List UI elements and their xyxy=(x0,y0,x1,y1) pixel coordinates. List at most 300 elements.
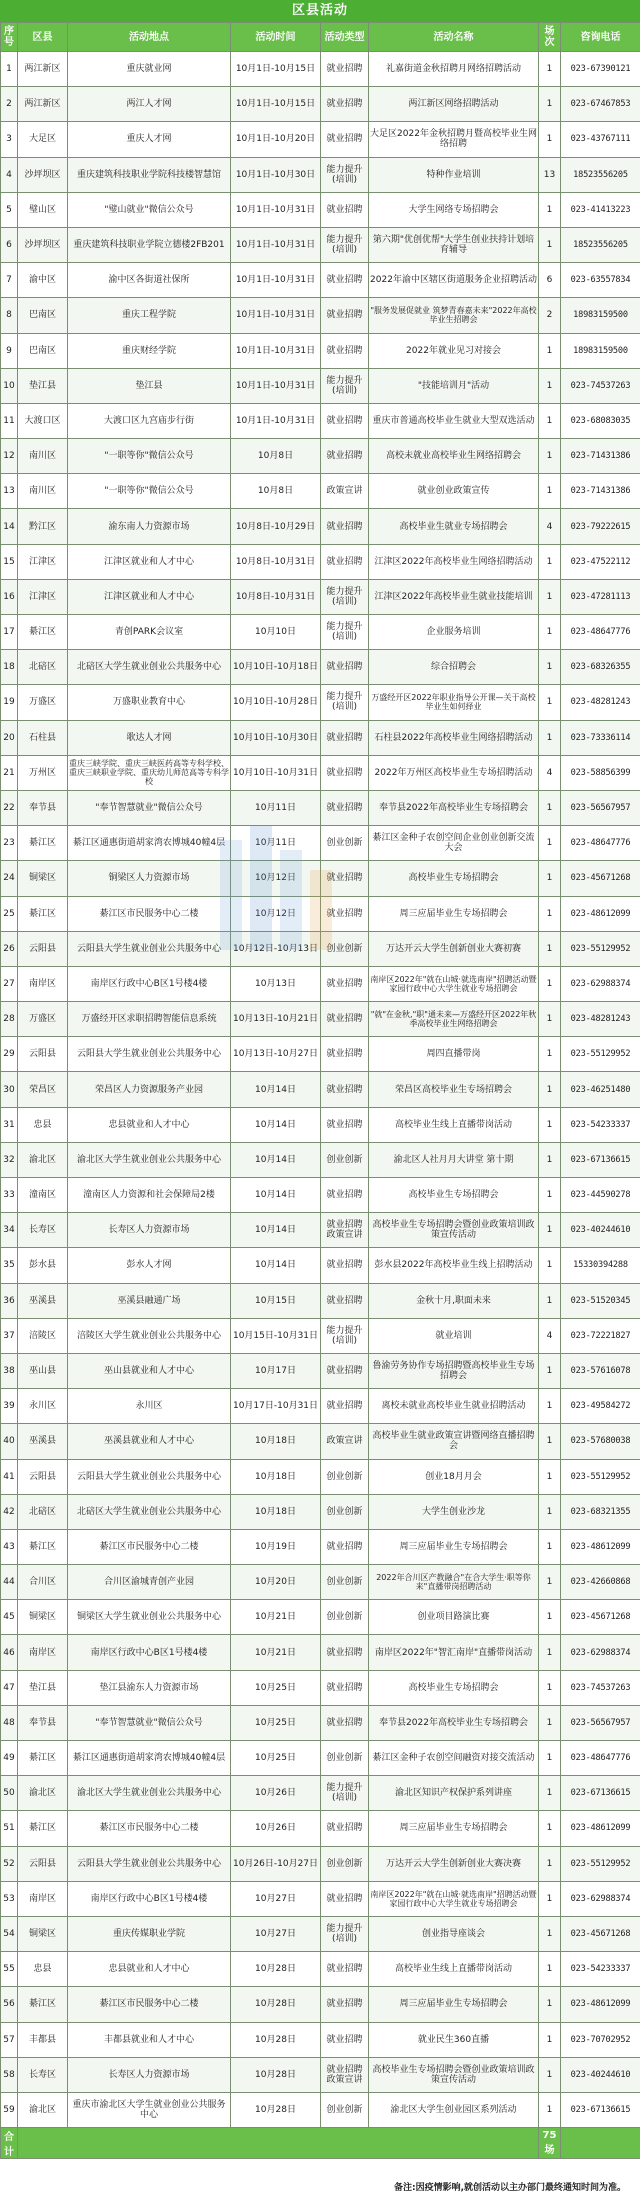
time-cell: 10月18日 xyxy=(231,1494,321,1529)
location-cell: 渝北区大学生就业创业公共服务中心 xyxy=(68,1142,231,1177)
district-cell: 云阳县 xyxy=(18,1037,68,1072)
activity-type-cell: 就业招聘 xyxy=(321,52,369,87)
district-cell: 奉节县 xyxy=(18,790,68,825)
phone-cell: 023-57680038 xyxy=(561,1424,640,1459)
time-cell: 10月14日 xyxy=(231,1178,321,1213)
activity-type-cell: 能力提升(培训) xyxy=(321,1318,369,1353)
session-count-cell: 1 xyxy=(539,1952,561,1987)
row-number-cell: 12 xyxy=(1,439,18,474)
activity-name-cell: 彭水县2022年高校毕业生线上招聘活动 xyxy=(369,1248,539,1283)
session-count-cell: 1 xyxy=(539,1037,561,1072)
row-number-cell: 10 xyxy=(1,368,18,403)
time-cell: 10月12日 xyxy=(231,861,321,896)
activity-type-cell: 就业招聘 xyxy=(321,509,369,544)
district-cell: 南岸区 xyxy=(18,966,68,1001)
location-cell: 万盛经开区求职招聘智能信息系统 xyxy=(68,1002,231,1037)
row-number-cell: 46 xyxy=(1,1635,18,1670)
row-number-cell: 48 xyxy=(1,1705,18,1740)
time-cell: 10月17日 xyxy=(231,1353,321,1388)
time-cell: 10月15日-10月31日 xyxy=(231,1318,321,1353)
activity-name-cell: 高校毕业生线上直播带岗活动 xyxy=(369,1107,539,1142)
phone-cell: 023-48612099 xyxy=(561,896,640,931)
time-cell: 10月28日 xyxy=(231,2057,321,2092)
row-number-cell: 29 xyxy=(1,1037,18,1072)
row-number-cell: 44 xyxy=(1,1565,18,1600)
district-cell: 巴南区 xyxy=(18,298,68,333)
phone-cell: 023-68083035 xyxy=(561,403,640,438)
activity-name-cell: 荣昌区高校毕业生专场招聘会 xyxy=(369,1072,539,1107)
district-cell: 黔江区 xyxy=(18,509,68,544)
phone-cell: 023-67136615 xyxy=(561,1776,640,1811)
table-header xyxy=(1,23,640,52)
activity-name-cell: 高校毕业生专场招聘会 xyxy=(369,861,539,896)
location-cell: 荣昌区人力资源服务产业园 xyxy=(68,1072,231,1107)
activity-name-cell: "服务发展促就业 筑梦青春嘉未来"2022年高校毕业生招聘会 xyxy=(369,298,539,333)
table-row xyxy=(1,1178,640,1213)
activity-name-cell: 石柱县2022年高校毕业生网络招聘活动 xyxy=(369,720,539,755)
location-cell: 巫溪县就业和人才中心 xyxy=(68,1424,231,1459)
activity-name-cell: 创业18月月会 xyxy=(369,1459,539,1494)
activity-name-cell: 奉节县2022年高校毕业生专场招聘会 xyxy=(369,1705,539,1740)
row-number-cell: 53 xyxy=(1,1881,18,1916)
table-row xyxy=(1,1846,640,1881)
session-count-cell: 1 xyxy=(539,1776,561,1811)
district-cell: 大渡口区 xyxy=(18,403,68,438)
activity-name-cell: 周三应届毕业生专场招聘会 xyxy=(369,1811,539,1846)
row-number-cell: 43 xyxy=(1,1529,18,1564)
activity-type-cell: 就业招聘 xyxy=(321,1952,369,1987)
session-count-cell: 1 xyxy=(539,1987,561,2022)
location-cell: "奉节智慧就业"微信公众号 xyxy=(68,790,231,825)
time-cell: 10月14日 xyxy=(231,1107,321,1142)
phone-cell: 023-45671268 xyxy=(561,861,640,896)
session-count-cell: 1 xyxy=(539,1002,561,1037)
activity-name-cell: 渝北区人社月月大讲堂 第十期 xyxy=(369,1142,539,1177)
activity-type-cell: 能力提升(培训) xyxy=(321,579,369,614)
table-row xyxy=(1,87,640,122)
header-cell: 区县 xyxy=(18,23,68,52)
table-row xyxy=(1,861,640,896)
time-cell: 10月12日-10月13日 xyxy=(231,931,321,966)
district-cell: 万盛区 xyxy=(18,1002,68,1037)
location-cell: 潼南区人力资源和社会保障局2楼 xyxy=(68,1178,231,1213)
time-cell: 10月26日 xyxy=(231,1776,321,1811)
location-cell: 北碚区大学生就业创业公共服务中心 xyxy=(68,650,231,685)
phone-cell: 023-79222615 xyxy=(561,509,640,544)
activity-table xyxy=(0,22,640,2159)
activity-type-cell: 政策宣讲 xyxy=(321,474,369,509)
session-count-cell: 1 xyxy=(539,1142,561,1177)
location-cell: 綦江区市民服务中心二楼 xyxy=(68,1529,231,1564)
time-cell: 10月28日 xyxy=(231,2022,321,2057)
row-number-cell: 4 xyxy=(1,157,18,192)
activity-name-cell: 2022年就业见习对接会 xyxy=(369,333,539,368)
row-number-cell: 49 xyxy=(1,1741,18,1776)
activity-name-cell: 万盛经开区2022年职业指导公开课—关于高校毕业生如何择业 xyxy=(369,685,539,720)
session-count-cell: 1 xyxy=(539,1881,561,1916)
session-count-cell: 1 xyxy=(539,1389,561,1424)
phone-cell: 023-41413223 xyxy=(561,192,640,227)
row-number-cell: 8 xyxy=(1,298,18,333)
session-count-cell: 1 xyxy=(539,1600,561,1635)
row-number-cell: 22 xyxy=(1,790,18,825)
row-number-cell: 2 xyxy=(1,87,18,122)
phone-cell: 023-40244610 xyxy=(561,2057,640,2092)
district-cell: 南岸区 xyxy=(18,1635,68,1670)
district-cell: 北碚区 xyxy=(18,650,68,685)
time-cell: 10月10日-10月28日 xyxy=(231,685,321,720)
table-row xyxy=(1,1072,640,1107)
district-cell: 綦江区 xyxy=(18,615,68,650)
activity-type-cell: 创业创新 xyxy=(321,1600,369,1635)
time-cell: 10月18日 xyxy=(231,1424,321,1459)
phone-cell: 023-55129952 xyxy=(561,1846,640,1881)
session-count-cell: 1 xyxy=(539,2022,561,2057)
activity-name-cell: 礼嘉街道金秋招聘月网络招聘活动 xyxy=(369,52,539,87)
time-cell: 10月26日 xyxy=(231,1811,321,1846)
district-cell: 云阳县 xyxy=(18,931,68,966)
district-cell: 石柱县 xyxy=(18,720,68,755)
activity-name-cell: 万达开云大学生创新创业大赛决赛 xyxy=(369,1846,539,1881)
table-row xyxy=(1,1952,640,1987)
total-label: 合计 xyxy=(1,2128,18,2159)
activity-name-cell: 高校毕业生就业政策宣讲暨网络直播招聘会 xyxy=(369,1424,539,1459)
activity-name-cell: 特种作业培训 xyxy=(369,157,539,192)
phone-cell: 023-56567957 xyxy=(561,790,640,825)
district-cell: 南川区 xyxy=(18,474,68,509)
time-cell: 10月1日-10月31日 xyxy=(231,333,321,368)
phone-cell: 023-68321355 xyxy=(561,1494,640,1529)
time-cell: 10月11日 xyxy=(231,790,321,825)
row-number-cell: 59 xyxy=(1,2092,18,2127)
time-cell: 10月11日 xyxy=(231,826,321,861)
activity-name-cell: 周三应届毕业生专场招聘会 xyxy=(369,1529,539,1564)
time-cell: 10月28日 xyxy=(231,1952,321,1987)
phone-cell: 023-63557834 xyxy=(561,263,640,298)
activity-name-cell: 渝北区知识产权保护系列讲座 xyxy=(369,1776,539,1811)
session-count-cell: 1 xyxy=(539,1459,561,1494)
time-cell: 10月28日 xyxy=(231,2092,321,2127)
table-row xyxy=(1,544,640,579)
table-row xyxy=(1,403,640,438)
session-count-cell: 1 xyxy=(539,192,561,227)
location-cell: 江津区就业和人才中心 xyxy=(68,579,231,614)
location-cell: 渝东南人力资源市场 xyxy=(68,509,231,544)
table-row xyxy=(1,685,640,720)
activity-name-cell: 高校毕业生就业专场招聘会 xyxy=(369,509,539,544)
session-count-cell: 4 xyxy=(539,509,561,544)
table-row xyxy=(1,1565,640,1600)
location-cell: "璧山就业"微信公众号 xyxy=(68,192,231,227)
location-cell: "一职等你"微信公众号 xyxy=(68,474,231,509)
location-cell: 重庆工程学院 xyxy=(68,298,231,333)
phone-cell: 18983159500 xyxy=(561,333,640,368)
activity-type-cell: 就业招聘 政策宣讲 xyxy=(321,2057,369,2092)
activity-type-cell: 能力提升(培训) xyxy=(321,1916,369,1951)
district-cell: 忠县 xyxy=(18,1952,68,1987)
phone-cell: 18523556205 xyxy=(561,227,640,262)
activity-name-cell: 南岸区2022年"智汇南岸"直播带岗活动 xyxy=(369,1635,539,1670)
phone-cell: 023-72221827 xyxy=(561,1318,640,1353)
session-count-cell: 4 xyxy=(539,1318,561,1353)
district-cell: 渝中区 xyxy=(18,263,68,298)
phone-cell: 023-62988374 xyxy=(561,966,640,1001)
district-cell: 江津区 xyxy=(18,544,68,579)
activity-name-cell: 就业创业政策宣传 xyxy=(369,474,539,509)
row-number-cell: 47 xyxy=(1,1670,18,1705)
activity-type-cell: 就业招聘 xyxy=(321,333,369,368)
table-row xyxy=(1,122,640,157)
session-count-cell: 1 xyxy=(539,439,561,474)
session-count-cell: 1 xyxy=(539,1178,561,1213)
location-cell: 重庆建筑科技职业学院科技楼智慧馆 xyxy=(68,157,231,192)
district-cell: 忠县 xyxy=(18,1107,68,1142)
row-number-cell: 24 xyxy=(1,861,18,896)
session-count-cell: 1 xyxy=(539,1529,561,1564)
session-count-cell: 1 xyxy=(539,1424,561,1459)
location-cell: 重庆建筑科技职业学院立德楼2FB201 xyxy=(68,227,231,262)
activity-type-cell: 能力提升(培训) xyxy=(321,227,369,262)
table-row xyxy=(1,1037,640,1072)
location-cell: 两江人才网 xyxy=(68,87,231,122)
row-number-cell: 11 xyxy=(1,403,18,438)
location-cell: 巫溪县融通广场 xyxy=(68,1283,231,1318)
location-cell: 合川区渝城青创产业园 xyxy=(68,1565,231,1600)
table-row xyxy=(1,1670,640,1705)
phone-cell: 023-57616078 xyxy=(561,1353,640,1388)
session-count-cell: 1 xyxy=(539,1705,561,1740)
district-cell: 彭水县 xyxy=(18,1248,68,1283)
header-cell: 活动类型 xyxy=(321,23,369,52)
activity-type-cell: 就业招聘 xyxy=(321,650,369,685)
row-number-cell: 3 xyxy=(1,122,18,157)
row-number-cell: 30 xyxy=(1,1072,18,1107)
location-cell: 万盛职业教育中心 xyxy=(68,685,231,720)
session-count-cell: 1 xyxy=(539,1072,561,1107)
phone-cell: 18523556205 xyxy=(561,157,640,192)
district-cell: 綦江区 xyxy=(18,1741,68,1776)
time-cell: 10月25日 xyxy=(231,1705,321,1740)
location-cell: 大渡口区九宫庙步行街 xyxy=(68,403,231,438)
time-cell: 10月1日-10月31日 xyxy=(231,227,321,262)
session-count-cell: 1 xyxy=(539,1213,561,1248)
activity-name-cell: 奉节县2022年高校毕业生专场招聘会 xyxy=(369,790,539,825)
activity-type-cell: 创业创新 xyxy=(321,1741,369,1776)
activity-name-cell: 鲁渝劳务协作专场招聘暨高校毕业生专场招聘会 xyxy=(369,1353,539,1388)
header-cell: 咨询电话 xyxy=(561,23,640,52)
district-cell: 合川区 xyxy=(18,1565,68,1600)
session-count-cell: 1 xyxy=(539,1565,561,1600)
table-row xyxy=(1,1353,640,1388)
session-count-cell: 6 xyxy=(539,263,561,298)
table-row xyxy=(1,298,640,333)
activity-type-cell: 就业招聘 xyxy=(321,720,369,755)
row-number-cell: 13 xyxy=(1,474,18,509)
table-row xyxy=(1,790,640,825)
total-spacer xyxy=(18,2128,539,2159)
location-cell: 重庆传媒职业学院 xyxy=(68,1916,231,1951)
activity-name-cell: 高校未就业高校毕业生网络招聘会 xyxy=(369,439,539,474)
phone-cell: 023-48647776 xyxy=(561,615,640,650)
time-cell: 10月8日-10月31日 xyxy=(231,579,321,614)
district-cell: 两江新区 xyxy=(18,52,68,87)
table-row xyxy=(1,826,640,861)
row-number-cell: 32 xyxy=(1,1142,18,1177)
activity-type-cell: 就业招聘 xyxy=(321,1389,369,1424)
table-row xyxy=(1,720,640,755)
phone-cell: 023-45671268 xyxy=(561,1600,640,1635)
phone-cell: 023-70702952 xyxy=(561,2022,640,2057)
table-row xyxy=(1,263,640,298)
district-cell: 云阳县 xyxy=(18,1846,68,1881)
time-cell: 10月1日-10月30日 xyxy=(231,157,321,192)
location-cell: 铜梁区大学生就业创业公共服务中心 xyxy=(68,1600,231,1635)
activity-type-cell: 就业招聘 xyxy=(321,1072,369,1107)
activity-type-cell: 政策宣讲 xyxy=(321,1424,369,1459)
phone-cell: 023-71431386 xyxy=(561,474,640,509)
location-cell: 綦江区通惠街道胡家湾农博城40幢4层 xyxy=(68,826,231,861)
time-cell: 10月1日-10月15日 xyxy=(231,87,321,122)
table-row xyxy=(1,509,640,544)
time-cell: 10月12日 xyxy=(231,896,321,931)
activity-type-cell: 就业招聘 xyxy=(321,1881,369,1916)
activity-name-cell: 高校毕业生专场招聘会 xyxy=(369,1670,539,1705)
district-cell: 璧山区 xyxy=(18,192,68,227)
row-number-cell: 45 xyxy=(1,1600,18,1635)
activity-name-cell: "技能培训月"活动 xyxy=(369,368,539,403)
activity-name-cell: 就业培训 xyxy=(369,1318,539,1353)
location-cell: 歌达人才网 xyxy=(68,720,231,755)
row-number-cell: 14 xyxy=(1,509,18,544)
phone-cell: 023-56567957 xyxy=(561,1705,640,1740)
header-row xyxy=(1,23,640,52)
location-cell: 南岸区行政中心B区1号楼4楼 xyxy=(68,1635,231,1670)
session-count-cell: 1 xyxy=(539,896,561,931)
table-row xyxy=(1,1459,640,1494)
phone-cell: 023-54233337 xyxy=(561,1952,640,1987)
activity-name-cell: 离校未就业高校毕业生就业招聘活动 xyxy=(369,1389,539,1424)
district-cell: 丰都县 xyxy=(18,2022,68,2057)
session-count-cell: 1 xyxy=(539,1811,561,1846)
session-count-cell: 13 xyxy=(539,157,561,192)
table-row xyxy=(1,1424,640,1459)
time-cell: 10月13日-10月21日 xyxy=(231,1002,321,1037)
activity-name-cell: 重庆市普通高校毕业生就业大型双选活动 xyxy=(369,403,539,438)
session-count-cell: 1 xyxy=(539,826,561,861)
activity-name-cell: 创业指导座谈会 xyxy=(369,1916,539,1951)
time-cell: 10月13日-10月27日 xyxy=(231,1037,321,1072)
activity-name-cell: 周三应届毕业生专场招聘会 xyxy=(369,1987,539,2022)
row-number-cell: 23 xyxy=(1,826,18,861)
table-row xyxy=(1,966,640,1001)
time-cell: 10月1日-10月31日 xyxy=(231,192,321,227)
district-cell: 垫江县 xyxy=(18,368,68,403)
location-cell: 云阳县大学生就业创业公共服务中心 xyxy=(68,931,231,966)
table-row xyxy=(1,474,640,509)
activity-type-cell: 能力提升(培训) xyxy=(321,1776,369,1811)
activity-type-cell: 创业创新 xyxy=(321,1846,369,1881)
session-count-cell: 1 xyxy=(539,1846,561,1881)
district-cell: 云阳县 xyxy=(18,1459,68,1494)
phone-cell: 023-43767111 xyxy=(561,122,640,157)
row-number-cell: 21 xyxy=(1,755,18,790)
table-row xyxy=(1,1107,640,1142)
row-number-cell: 9 xyxy=(1,333,18,368)
time-cell: 10月1日-10月31日 xyxy=(231,298,321,333)
row-number-cell: 35 xyxy=(1,1248,18,1283)
header-cell: 活动地点 xyxy=(68,23,231,52)
phone-cell: 023-48647776 xyxy=(561,1741,640,1776)
session-count-cell: 1 xyxy=(539,1107,561,1142)
session-count-cell: 1 xyxy=(539,1248,561,1283)
phone-cell: 023-67136615 xyxy=(561,1142,640,1177)
time-cell: 10月19日 xyxy=(231,1529,321,1564)
activity-type-cell: 就业招聘 xyxy=(321,1283,369,1318)
activity-type-cell: 就业招聘 xyxy=(321,1529,369,1564)
time-cell: 10月14日 xyxy=(231,1142,321,1177)
activity-name-cell: 万达开云大学生创新创业大赛初赛 xyxy=(369,931,539,966)
time-cell: 10月10日 xyxy=(231,615,321,650)
table-row xyxy=(1,1213,640,1248)
activity-type-cell: 就业招聘 xyxy=(321,439,369,474)
phone-cell: 023-48281243 xyxy=(561,1002,640,1037)
district-cell: 綦江区 xyxy=(18,826,68,861)
activity-type-cell: 就业招聘 xyxy=(321,298,369,333)
table-row xyxy=(1,52,640,87)
location-cell: 云阳县大学生就业创业公共服务中心 xyxy=(68,1037,231,1072)
activity-type-cell: 创业创新 xyxy=(321,2092,369,2127)
phone-cell: 023-71431386 xyxy=(561,439,640,474)
row-number-cell: 17 xyxy=(1,615,18,650)
table-row xyxy=(1,1002,640,1037)
phone-cell: 023-49584272 xyxy=(561,1389,640,1424)
session-count-cell: 1 xyxy=(539,403,561,438)
activity-type-cell: 能力提升(培训) xyxy=(321,615,369,650)
row-number-cell: 55 xyxy=(1,1952,18,1987)
activity-type-cell: 就业招聘 xyxy=(321,122,369,157)
activity-type-cell: 就业招聘 xyxy=(321,1987,369,2022)
phone-cell: 023-42660868 xyxy=(561,1565,640,1600)
time-cell: 10月1日-10月20日 xyxy=(231,122,321,157)
table-row xyxy=(1,2022,640,2057)
activity-type-cell: 创业创新 xyxy=(321,1494,369,1529)
district-cell: 铜梁区 xyxy=(18,1916,68,1951)
time-cell: 10月14日 xyxy=(231,1072,321,1107)
location-cell: 江津区就业和人才中心 xyxy=(68,544,231,579)
session-count-cell: 1 xyxy=(539,227,561,262)
phone-cell: 023-55129952 xyxy=(561,1037,640,1072)
time-cell: 10月15日 xyxy=(231,1283,321,1318)
session-count-cell: 1 xyxy=(539,1494,561,1529)
location-cell: 渝中区各街道社保所 xyxy=(68,263,231,298)
table-row xyxy=(1,2057,640,2092)
location-cell: 巫山县就业和人才中心 xyxy=(68,1353,231,1388)
header-cell: 活动名称 xyxy=(369,23,539,52)
table-row xyxy=(1,931,640,966)
phone-cell: 023-74537263 xyxy=(561,1670,640,1705)
location-cell: 忠县就业和人才中心 xyxy=(68,1952,231,1987)
time-cell: 10月25日 xyxy=(231,1741,321,1776)
row-number-cell: 6 xyxy=(1,227,18,262)
activity-name-cell: 高校毕业生专场招聘会 xyxy=(369,1178,539,1213)
district-cell: 渝北区 xyxy=(18,2092,68,2127)
phone-cell: 023-48281243 xyxy=(561,685,640,720)
activity-type-cell: 就业招聘 xyxy=(321,403,369,438)
table-row xyxy=(1,1600,640,1635)
table-row xyxy=(1,157,640,192)
session-count-cell: 1 xyxy=(539,966,561,1001)
activity-name-cell: 渝北区大学生创业园区系列活动 xyxy=(369,2092,539,2127)
